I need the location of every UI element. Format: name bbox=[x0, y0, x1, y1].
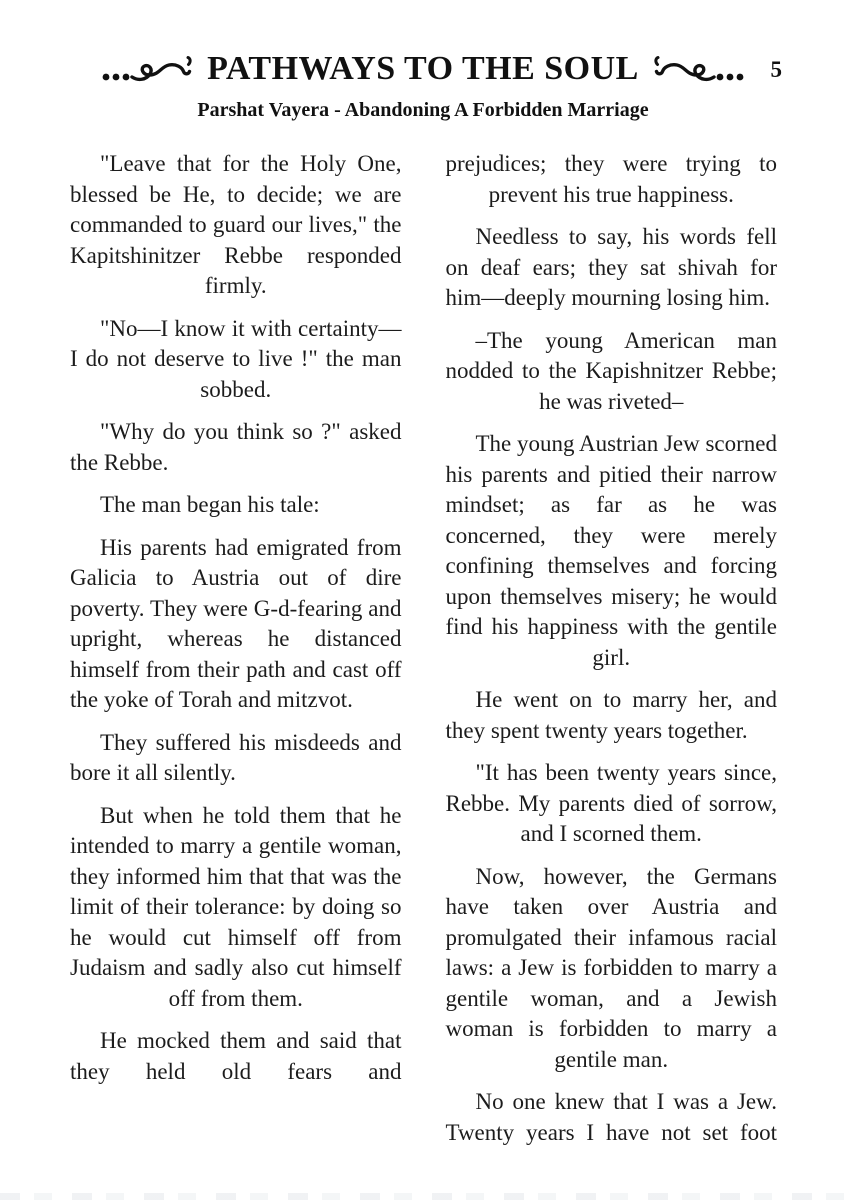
title-row bbox=[0, 50, 846, 90]
flourish-left-icon bbox=[101, 54, 197, 86]
page-bottom-crop-artifact bbox=[0, 1193, 846, 1200]
left-paragraph-3: "Why do you think so ?" asked the Rebbe. bbox=[70, 419, 402, 475]
chapter-subtitle: Parshat Vayera - Abandoning A Forbidden Marriage bbox=[197, 99, 649, 121]
page-number: 5 bbox=[770, 57, 782, 82]
right-paragraph-1: prejudices; they were trying to prevent his true happiness. bbox=[445, 151, 777, 207]
page-title: PATHWAYS TO THE SOUL bbox=[207, 50, 639, 87]
left-paragraph-2: "No—I know it with certainty—I do not deserve to live !" the man sobbed. bbox=[70, 315, 402, 402]
left-paragraph-8: He mocked them and said that they held old fears and bbox=[70, 1028, 402, 1084]
right-paragraph-7: Now, however, the Germans have taken over Austria and promulgated their infamous racial laws: a Jew is forbidden to marry a gentile woman, and a Jewish woman is forbidden to marry a gentile man. bbox=[445, 863, 777, 1072]
right-paragraph-2: Needless to say, his words fell on deaf ears; they sat shivah for him—deeply mourning losing him. bbox=[445, 224, 777, 310]
right-paragraph-8: No one knew that I was a Jew. Twenty years I have not set foot bbox=[445, 1089, 777, 1145]
right-paragraph-6: "It has been twenty years since, Rebbe. My parents died of sorrow, and I scorned them. bbox=[445, 760, 777, 846]
left-paragraph-4: The man began his tale: bbox=[100, 492, 320, 517]
page-header bbox=[0, 0, 846, 122]
left-paragraph-6: They suffered his misdeeds and bore it all silently. bbox=[70, 729, 402, 785]
right-column bbox=[446, 149, 778, 1160]
left-paragraph-5: His parents had emigrated from Galicia to Austria out of dire poverty. They were G-d-fearing and upright, whereas he distanced himself from their path and cast off the yoke of Torah and mitzvot. bbox=[70, 534, 402, 712]
left-column bbox=[70, 149, 402, 1160]
right-paragraph-3: –The young American man nodded to the Kapishnitzer Rebbe; he was riveted– bbox=[445, 327, 777, 414]
left-paragraph-1: "Leave that for the Holy One, blessed be He, to decide; we are commanded to guard our lives," the Kapitshinitzer Rebbe responded firmly. bbox=[70, 151, 402, 298]
flourish-right-icon bbox=[649, 54, 745, 86]
text-columns bbox=[0, 149, 846, 1160]
left-paragraph-7: But when he told them that he intended to marry a gentile woman, they informed him that that was the limit of their tolerance: by doing so he would cut himself off from Judaism and sadly also cut himself off from them. bbox=[70, 802, 402, 1011]
right-paragraph-5: He went on to marry her, and they spent twenty years together. bbox=[445, 687, 777, 743]
right-paragraph-4: The young Austrian Jew scorned his parents and pitied their narrow mindset; as far as he was concerned, they were merely confining themselves and forcing upon themselves misery; he would find his happiness with the gentile girl. bbox=[445, 431, 777, 670]
